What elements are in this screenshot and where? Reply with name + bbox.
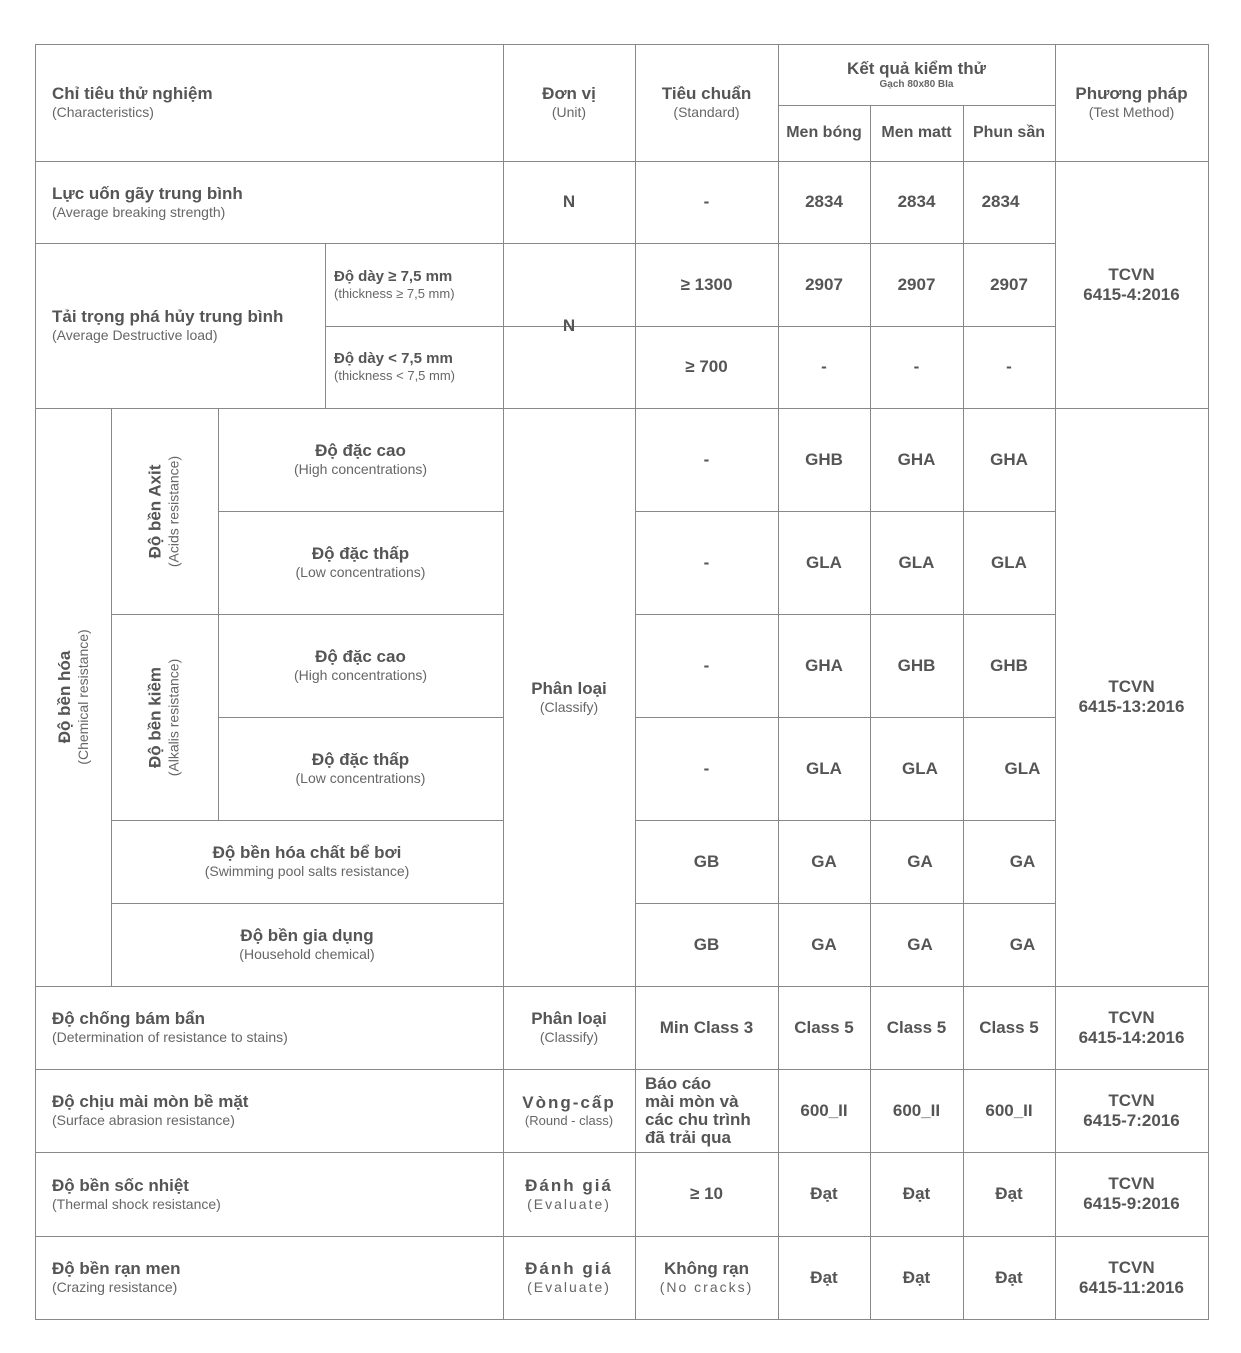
acid-high-matt-text: GHA [897,449,936,469]
stains-title-en: (Determination of resistance to stains) [52,1029,288,1045]
alkali-low-matt [870,717,970,820]
method-6415-4-text: TCVN 6415-4:2016 [1083,264,1180,304]
thermal-title-vi: Độ bền sốc nhiệt [52,1175,189,1195]
acid-low-sprayed-text: GLA [991,552,1027,572]
header-standard [635,44,778,161]
crazing-sprayed-text: Đạt [995,1267,1023,1287]
household-en: (Household chemical) [239,946,375,962]
alkali-title-vi: Độ bền kiềm [145,666,165,769]
stains-glossy-text: Class 5 [794,1017,854,1037]
abrasion-unit [503,1069,635,1152]
stains-matt [870,986,963,1069]
chemical-unit-en: (Classify) [539,698,599,715]
pool-sprayed-text: GA [1009,851,1036,871]
household-sprayed-text: GA [1009,934,1036,954]
breaking-title-vi: Lực uốn gãy trung bình [52,183,243,203]
alkali-high-matt [870,614,963,717]
breaking-value-glossy-text: 2834 [805,192,843,211]
destructive-lt-sprayed-text: - [1006,357,1012,376]
thickness-lt-label [334,326,503,408]
method-6415-4 [1055,161,1208,408]
row-abrasion-title [52,1069,492,1152]
header-standard-vi: Tiêu chuẩn [661,84,752,103]
acid-low-sprayed [963,511,1055,614]
crazing-sprayed [963,1236,1055,1319]
acid-high-sprayed-text: GHA [990,449,1028,469]
breaking-unit [503,161,635,243]
destructive-ge-sprayed [963,243,1055,326]
acid-title-en: (Acids resistance) [165,455,182,568]
thermal-sprayed-text: Đạt [995,1184,1023,1203]
acid-low-standard [635,511,778,614]
row-crazing-title [52,1236,492,1319]
method-6415-14 [1055,986,1208,1069]
acid-high-label [218,408,503,511]
crazing-standard [635,1236,778,1319]
crazing-standard-vi: Không rạn [664,1259,749,1278]
breaking-value-sprayed [963,161,1038,243]
method-6415-11-text: TCVN 6415-11:2016 [1079,1257,1184,1297]
acid-low-standard-text: - [703,552,710,572]
stains-title-vi: Độ chống bám bẩn [52,1009,205,1028]
breaking-value-matt [870,161,963,243]
thermal-unit-en: (Evaluate) [527,1195,611,1212]
breaking-title-en: (Average breaking strength) [52,203,226,220]
pool-sprayed [970,820,1055,903]
household-matt [870,903,970,986]
header-results [778,44,1055,105]
alkali-low-standard-text: - [703,758,710,778]
header-characteristics-vi: Chỉ tiêu thử nghiệm [52,84,213,103]
header-col-sprayed-label: Phun sần [972,124,1045,141]
thermal-sprayed [963,1152,1055,1236]
alkali-low-label [218,717,503,820]
abrasion-sprayed [963,1069,1055,1152]
acid-high-glossy-text: GHB [805,449,843,469]
alkali-title-en: (Alkalis resistance) [165,658,182,777]
thermal-standard-text: ≥ 10 [690,1184,723,1203]
alkali-high-vi: Độ đặc cao [315,647,406,666]
alkali-low-glossy-text: GLA [806,758,842,778]
thickness-lt-vi: Độ dày < 7,5 mm [334,350,453,367]
household-standard [635,903,778,986]
acid-high-glossy [778,408,870,511]
alkali-high-sprayed [963,614,1055,717]
pool-matt [870,820,970,903]
stains-glossy [778,986,870,1069]
abrasion-glossy [778,1069,870,1152]
abrasion-glossy-text: 600_II [800,1100,848,1120]
crazing-title-en: (Crazing resistance) [52,1279,178,1295]
crazing-title-vi: Độ bền rạn men [52,1259,181,1278]
acid-title [111,409,218,615]
thickness-ge-label [334,243,503,326]
breaking-value-matt-text: 2834 [897,192,936,211]
acid-low-glossy-text: GLA [806,552,842,572]
row-destructive-title [52,243,322,408]
destructive-lt-glossy-text: - [821,357,827,376]
thickness-lt-en: (thickness < 7,5 mm) [334,368,456,383]
thermal-standard [635,1152,778,1236]
pool-standard-text: GB [693,851,720,871]
abrasion-unit-vi: Vòng-cấp [522,1092,616,1112]
thermal-glossy [778,1152,870,1236]
header-method-vi: Phương pháp [1075,84,1188,103]
pool-matt-text: GA [907,851,933,871]
abrasion-matt-text: 600_II [892,1100,941,1120]
stains-standard [635,986,778,1069]
thermal-matt [870,1152,963,1236]
breaking-unit-value: N [562,192,576,211]
stains-sprayed [963,986,1055,1069]
method-6415-9-text: TCVN 6415-9:2016 [1083,1174,1180,1213]
header-col-glossy [778,105,870,161]
stains-standard-text: Min Class 3 [659,1017,754,1037]
stains-unit-en: (Classify) [539,1029,599,1045]
alkali-high-glossy-text: GHA [805,655,843,675]
alkali-high-glossy [778,614,870,717]
abrasion-unit-en: (Round - class) [524,1112,614,1128]
destructive-standard-lt [635,326,778,408]
alkali-low-sprayed-text: GLA [1004,758,1041,778]
pool-glossy-text: GA [811,851,837,871]
header-characteristics [52,44,492,161]
alkali-low-matt-text: GLA [902,758,938,778]
header-characteristics-en: (Characteristics) [52,104,154,120]
crazing-matt [870,1236,963,1319]
destructive-title-vi: Tải trọng phá hủy trung bình [52,307,284,326]
header-method [1055,44,1208,161]
acid-low-glossy [778,511,870,614]
crazing-unit-en: (Evaluate) [527,1279,611,1295]
alkali-low-sprayed [970,717,1055,820]
method-6415-9 [1055,1152,1208,1236]
header-unit-vi: Đơn vị [542,84,596,103]
header-col-matt [870,105,963,161]
acid-high-en: (High concentrations) [293,461,428,477]
header-unit-en: (Unit) [551,104,587,120]
household-label [111,903,503,986]
method-6415-13 [1055,408,1208,986]
alkali-low-en: (Low concentrations) [295,770,426,786]
destructive-title-en: (Average Destructive load) [52,327,218,343]
breaking-standard-value: - [703,192,710,211]
household-matt-text: GA [907,934,933,954]
abrasion-title-vi: Độ chịu mài mòn bề mặt [52,1092,249,1111]
pool-standard [635,820,778,903]
thermal-title-en: (Thermal shock resistance) [52,1195,221,1212]
destructive-standard-ge [635,243,778,326]
stains-unit [503,986,635,1069]
header-unit [503,44,635,161]
thermal-matt-text: Đạt [902,1184,931,1203]
household-vi: Độ bền gia dụng [240,926,374,945]
header-standard-en: (Standard) [673,104,740,120]
chemical-unit [503,408,635,986]
acid-high-sprayed [963,408,1055,511]
header-col-sprayed [963,105,1055,161]
crazing-glossy-text: Đạt [810,1267,838,1287]
breaking-value-glossy [778,161,870,243]
alkali-low-vi: Độ đặc thấp [311,750,410,769]
destructive-lt-matt [870,326,963,408]
breaking-standard [635,161,778,243]
stains-sprayed-text: Class 5 [979,1017,1039,1037]
thermal-glossy-text: Đạt [810,1184,838,1203]
acid-low-vi: Độ đặc thấp [311,544,410,563]
acid-title-vi: Độ bền Axit [145,464,165,559]
chemical-unit-vi: Phân loại [531,678,607,698]
header-results-sub: Gạch 80x80 BIa [879,79,954,90]
destructive-standard-ge-text: ≥ 1300 [680,274,733,294]
stains-unit-vi: Phân loại [531,1009,607,1028]
crazing-glossy [778,1236,870,1319]
crazing-unit-vi: Đánh giá [525,1259,613,1278]
alkali-low-glossy [778,717,870,820]
method-6415-13-text: TCVN 6415-13:2016 [1078,677,1185,716]
household-sprayed [970,903,1055,986]
crazing-standard-en: (No cracks) [659,1279,754,1295]
destructive-lt-matt-text: - [913,357,920,376]
spec-table [35,44,1209,1320]
method-6415-7 [1055,1069,1208,1152]
alkali-high-sprayed-text: GHB [990,655,1028,675]
acid-low-en: (Low concentrations) [295,564,426,580]
pool-en: (Swimming pool salts resistance) [204,863,410,879]
breaking-value-sprayed-text: 2834 [981,192,1020,211]
destructive-ge-glossy [778,243,870,326]
destructive-lt-sprayed [963,326,1055,408]
acid-high-vi: Độ đặc cao [315,441,406,460]
destructive-ge-glossy-text: 2907 [805,274,843,294]
destructive-lt-glossy [778,326,870,408]
acid-low-matt-text: GLA [898,552,935,572]
acid-high-standard [635,408,778,511]
pool-vi: Độ bền hóa chất bể bơi [212,843,402,862]
household-standard-text: GB [693,934,720,954]
alkali-low-standard [635,717,778,820]
crazing-matt-text: Đạt [902,1267,931,1287]
thermal-unit [503,1152,635,1236]
destructive-unit-value: N [562,315,576,335]
destructive-ge-matt-text: 2907 [897,274,936,294]
header-col-matt-label: Men matt [881,124,952,141]
chemical-title-vi: Độ bền hóa [54,650,74,744]
alkali-high-standard-text: - [703,655,710,675]
thickness-ge-en: (thickness ≥ 7,5 mm) [334,285,455,301]
destructive-ge-matt [870,243,963,326]
thermal-unit-vi: Đánh giá [525,1175,613,1195]
method-6415-11 [1055,1236,1208,1319]
destructive-standard-lt-text: ≥ 700 [685,357,728,376]
household-glossy [778,903,870,986]
row-stains-title [52,986,492,1069]
alkali-high-en: (High concentrations) [293,667,428,683]
row-breaking-title [52,161,492,243]
crazing-unit [503,1236,635,1319]
alkali-high-matt-text: GHB [897,655,936,675]
household-glossy-text: GA [811,934,837,954]
acid-low-label [218,511,503,614]
chemical-title [35,408,111,986]
method-6415-7-text: TCVN 6415-7:2016 [1083,1090,1180,1130]
header-col-glossy-label: Men bóng [786,124,862,141]
method-6415-14-text: TCVN 6415-14:2016 [1078,1007,1185,1047]
stains-matt-text: Class 5 [886,1017,947,1037]
destructive-ge-sprayed-text: 2907 [990,274,1028,294]
alkali-high-standard [635,614,778,717]
chemical-title-en: (Chemical resistance) [74,629,91,765]
row-thermal-title [52,1152,492,1236]
thickness-ge-vi: Độ dày ≥ 7,5 mm [334,267,453,285]
pool-label [111,820,503,903]
abrasion-matt [870,1069,963,1152]
header-method-en: (Test Method) [1088,104,1175,120]
header-results-vi: Kết quả kiểm thử [847,59,986,78]
destructive-unit [503,243,635,408]
abrasion-standard-text: Báo cáo mài mòn và các chu trình đã trải qua [645,1073,751,1147]
acid-high-matt [870,408,963,511]
acid-low-matt [870,511,963,614]
alkali-high-label [218,614,503,717]
acid-high-standard-text: - [703,449,710,469]
abrasion-sprayed-text: 600_II [985,1100,1033,1120]
pool-glossy [778,820,870,903]
alkali-title [111,615,218,821]
abrasion-standard [645,1069,778,1152]
abrasion-title-en: (Surface abrasion resistance) [52,1112,235,1128]
